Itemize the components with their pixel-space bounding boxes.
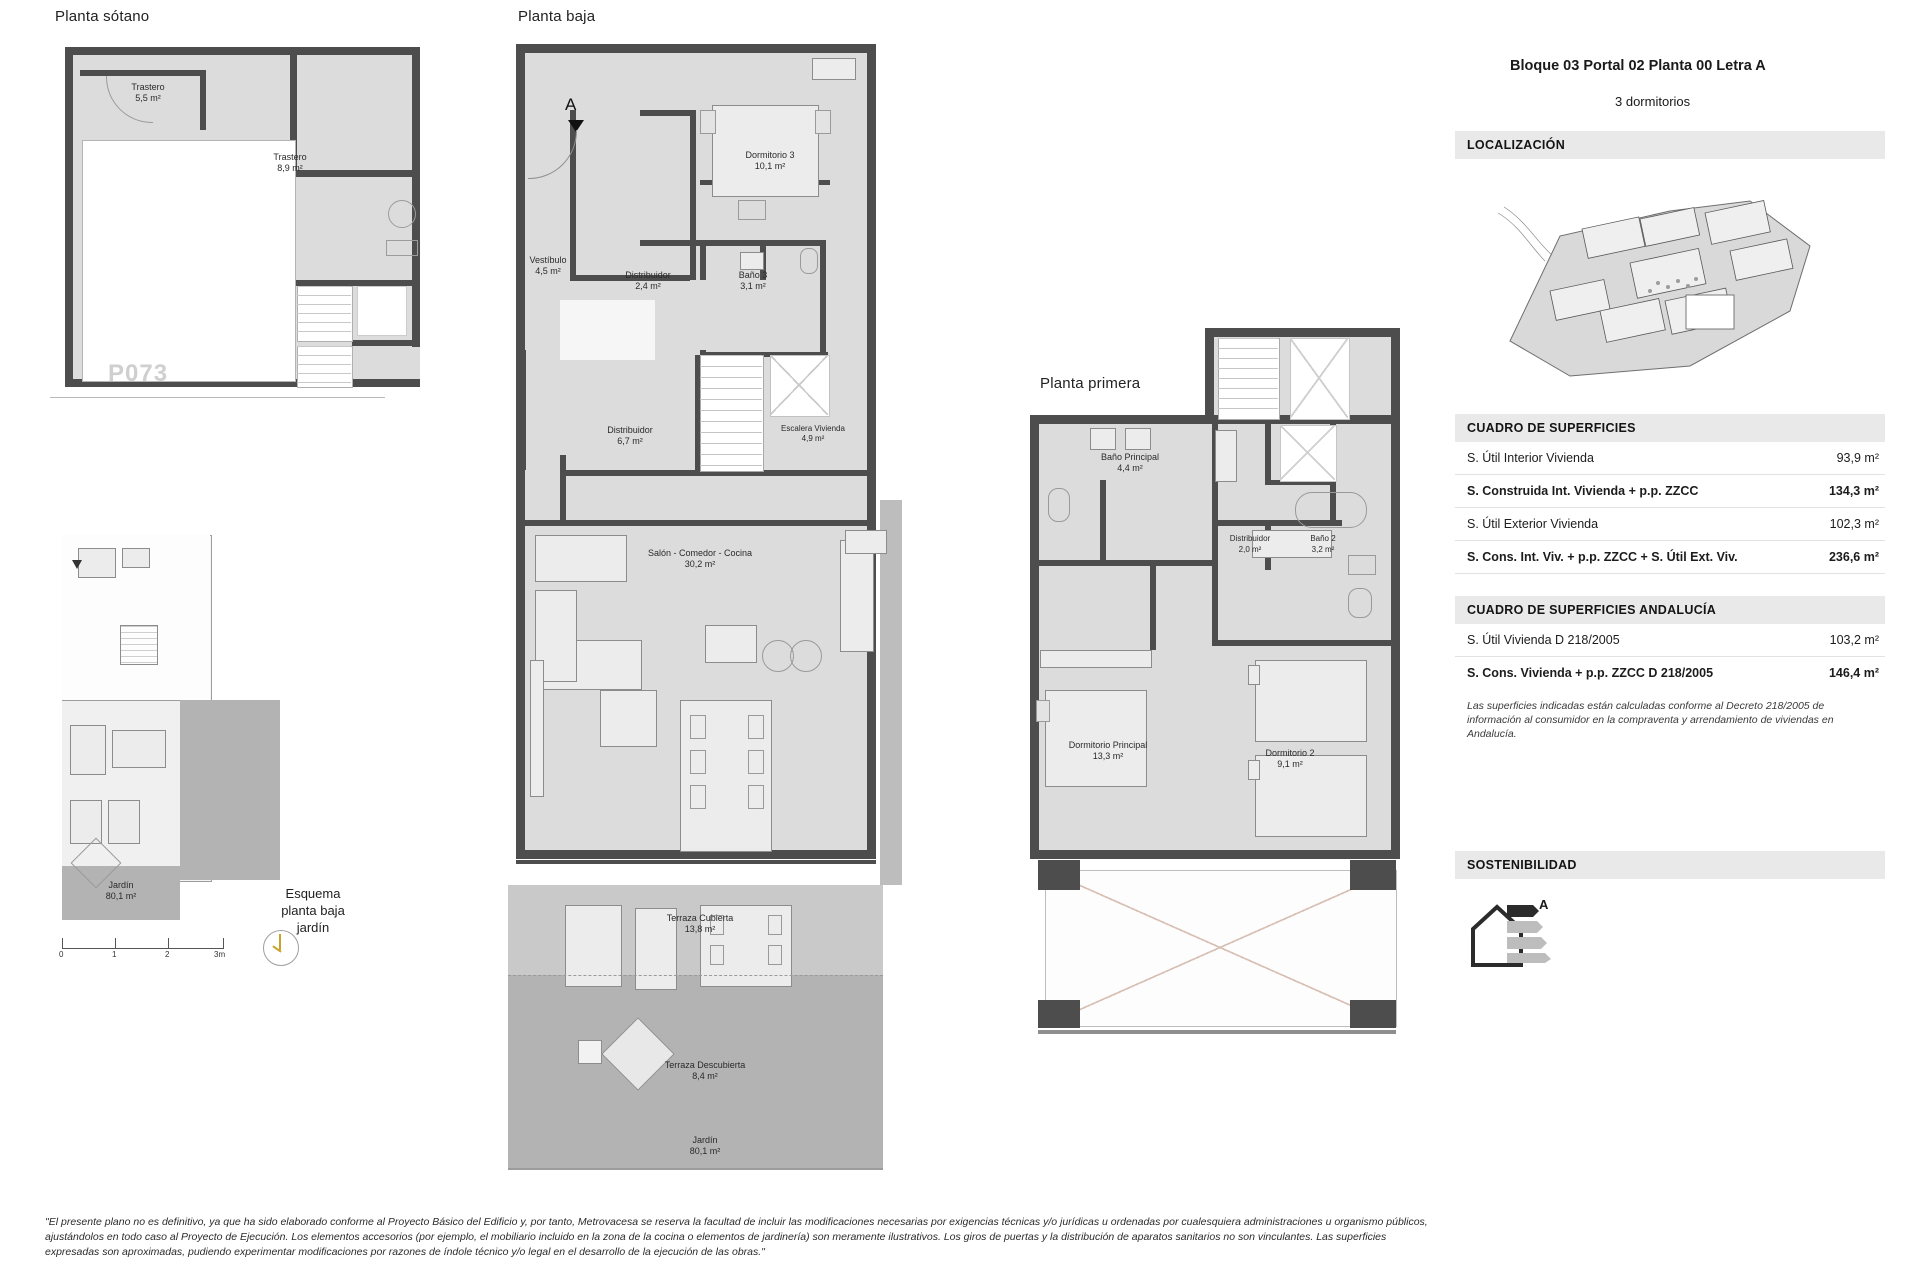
room-label: Distribuidor 2,4 m² (625, 270, 671, 291)
site-map (1455, 159, 1885, 414)
scale-tick: 2 (165, 950, 170, 959)
table-row: S. Cons. Int. Viv. + p.p. ZZCC + S. Útil Ext. Viv. 236,6 m² (1455, 541, 1885, 574)
ground-plan-title: Planta baja (518, 8, 596, 25)
andalucia-table (1455, 624, 1885, 689)
room-label: Terraza Cubierta 13,8 m² (666, 913, 734, 934)
andalucia-header: CUADRO DE SUPERFICIES ANDALUCÍA (1455, 596, 1885, 624)
disclaimer-text: "El presente plano no es definitivo, ya que ha sido elaborado conforme al Proyecto Básico del Edificio y, por tanto, Metrovacesa se reserva la facultad de incluir las modificaciones necesarias por exigencias técnicas y/o jurídicas u ordenadas por cualesquiera administraciones u organismo públicos, ajustándolos en todo caso al Proyecto de Ejecución. Los elementos accesorios (por ejemplo, el mobiliario incluido en la zona de la cocina o elementos de jardinería) son meramente ilustrativos. Los giros de puertas y la distribución de aparatos sanitarios no son vinculantes. Las superficies expresadas son aproximadas, pudiendo experimentar modificaciones por razones de índole técnico y/o legal en el desarrollo de la ejecución de las obras." (45, 1216, 1428, 1258)
room-label: Jardín 80,1 m² (689, 1135, 721, 1156)
localization-header: LOCALIZACIÓN (1455, 131, 1885, 159)
scale-tick: 3m (214, 950, 226, 959)
energy-letter: A (1539, 897, 1549, 912)
north-compass-icon (263, 930, 299, 966)
table-row: S. Construida Int. Vivienda + p.p. ZZCC 134,3 m² (1455, 475, 1885, 508)
info-panel (1455, 0, 1885, 979)
room-label: Baño Principal 4,4 m² (1100, 452, 1160, 473)
room-label: Dormitorio 2 9,1 m² (1265, 748, 1315, 769)
basement-parking-code: P073 (108, 360, 169, 387)
sustainability-header: SOSTENIBILIDAD (1455, 851, 1885, 879)
table-row: S. Cons. Vivienda + p.p. ZZCC D 218/2005 146,4 m² (1467, 666, 1879, 680)
room-label: Dormitorio Principal 13,3 m² (1068, 740, 1148, 761)
scale-tick: 0 (59, 950, 64, 959)
table-row: S. Útil Interior Vivienda 93,9 m² (1455, 442, 1885, 475)
table-row: S. Útil Vivienda D 218/2005 103,2 m² (1455, 624, 1885, 657)
surfaces-table (1455, 442, 1885, 574)
room-label: Escalera Vivienda 4,9 m² (781, 424, 845, 443)
room-label: Jardín 80,1 m² (105, 880, 137, 901)
surfaces-header: CUADRO DE SUPERFICIES (1455, 414, 1885, 442)
energy-rating (1455, 879, 1885, 979)
room-label: Dormitorio 3 10,1 m² (745, 150, 795, 171)
room-label: Baño 3 3,1 m² (738, 270, 768, 291)
room-label: Terraza Descubierta 8,4 m² (664, 1060, 746, 1081)
table-row: S. Útil Exterior Vivienda 102,3 m² (1455, 508, 1885, 541)
room-label: Distribuidor 2,0 m² (1229, 534, 1271, 554)
scheme-caption: Esquema planta baja jardín (281, 886, 345, 935)
scale-bar (62, 938, 224, 949)
first-plan-title: Planta primera (1040, 375, 1141, 392)
andalucia-note: Las superficies indicadas están calculadas conforme al Decreto 218/2005 de información al consumidor en la compraventa y arrendamiento de viviendas en Andalucía. (1467, 700, 1834, 740)
room-label: Salón - Comedor - Cocina 30,2 m² (647, 548, 753, 569)
room-label: Trastero 5,5 m² (131, 82, 165, 103)
unit-subtitle: 3 dormitorios (1615, 94, 1691, 109)
orientation-letter: A (565, 95, 577, 114)
room-label: Baño 2 3,2 m² (1310, 534, 1336, 554)
room-label: Trastero 8,9 m² (273, 152, 307, 173)
scale-tick: 1 (112, 950, 117, 959)
unit-title: Bloque 03 Portal 02 Planta 00 Letra A (1510, 58, 1766, 74)
room-label: Distribuidor 6,7 m² (607, 425, 653, 446)
bathtub-icon (1295, 492, 1367, 528)
room-label: Vestíbulo 4,5 m² (529, 255, 567, 276)
basement-plan-title: Planta sótano (55, 8, 150, 25)
